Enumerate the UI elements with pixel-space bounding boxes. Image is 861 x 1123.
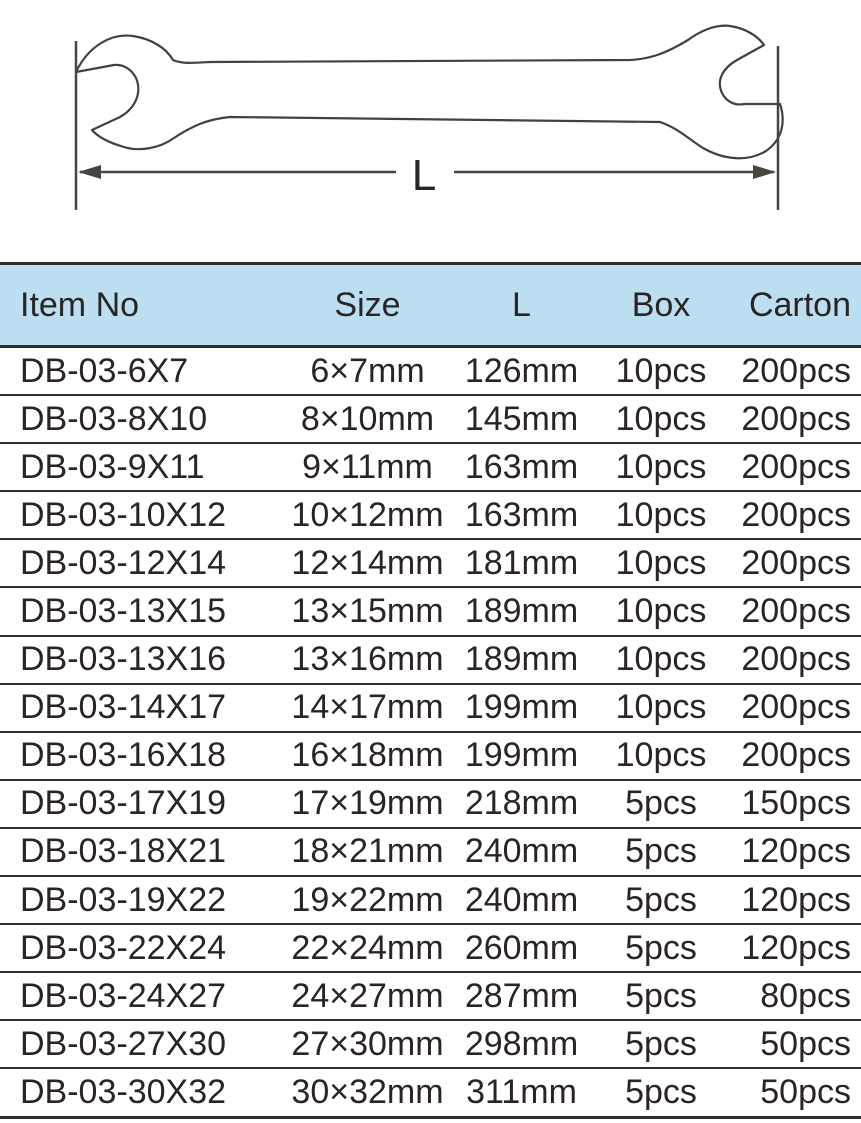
table-row (0, 586, 861, 634)
table-row (0, 442, 861, 490)
cell-carton: 200pcs (741, 736, 851, 775)
cell-size: 13×15mm (291, 592, 444, 631)
cell-size: 12×14mm (291, 543, 444, 582)
column-header-box: Box (631, 285, 691, 324)
cell-item-no: DB-03-14X17 (20, 688, 227, 727)
table-row (0, 348, 861, 394)
spec-table-body (0, 348, 861, 1116)
column-header-l: L (512, 285, 531, 324)
cell-carton: 200pcs (741, 351, 851, 390)
cell-size: 19×22mm (291, 880, 444, 919)
cell-item-no: DB-03-9X11 (20, 447, 205, 486)
cell-carton: 50pcs (760, 1072, 851, 1111)
cell-box: 10pcs (615, 399, 707, 438)
cell-carton: 120pcs (741, 928, 851, 967)
cell-item-no: DB-03-18X21 (20, 832, 227, 871)
cell-l: 145mm (464, 399, 579, 438)
table-row (0, 635, 861, 683)
cell-carton: 50pcs (760, 1024, 851, 1063)
cell-box: 5pcs (625, 832, 697, 871)
table-row (0, 827, 861, 875)
cell-box: 10pcs (615, 351, 707, 390)
cell-box: 5pcs (625, 784, 697, 823)
cell-carton: 150pcs (741, 784, 851, 823)
cell-carton: 200pcs (741, 640, 851, 679)
wrench-outline-path (76, 26, 783, 159)
cell-carton: 120pcs (741, 832, 851, 871)
table-row (0, 1019, 861, 1067)
cell-l: 189mm (464, 640, 579, 679)
dimension-label: L (411, 151, 437, 200)
cell-item-no: DB-03-13X16 (20, 640, 227, 679)
cell-l: 189mm (464, 592, 579, 631)
cell-l: 199mm (464, 688, 579, 727)
cell-size: 22×24mm (291, 928, 444, 967)
cell-l: 163mm (464, 447, 579, 486)
cell-carton: 200pcs (741, 495, 851, 534)
cell-l: 163mm (464, 495, 579, 534)
cell-box: 10pcs (615, 688, 707, 727)
column-header-size: Size (334, 285, 401, 324)
cell-l: 298mm (464, 1024, 579, 1063)
dimension-arrow-left-icon (78, 165, 101, 179)
table-row (0, 490, 861, 538)
cell-size: 8×10mm (300, 399, 435, 438)
cell-item-no: DB-03-6X7 (20, 351, 189, 390)
table-row (0, 394, 861, 442)
dimension-arrow-right-icon (753, 165, 776, 179)
cell-carton: 120pcs (741, 880, 851, 919)
cell-box: 5pcs (625, 1072, 697, 1111)
spec-table (0, 262, 861, 1119)
cell-size: 30×32mm (291, 1072, 444, 1111)
cell-l: 218mm (464, 784, 579, 823)
cell-item-no: DB-03-22X24 (20, 928, 227, 967)
cell-item-no: DB-03-19X22 (20, 880, 227, 919)
cell-l: 240mm (464, 880, 579, 919)
cell-item-no: DB-03-16X18 (20, 736, 227, 775)
cell-box: 10pcs (615, 736, 707, 775)
cell-size: 17×19mm (291, 784, 444, 823)
cell-box: 10pcs (615, 543, 707, 582)
cell-box: 10pcs (615, 495, 707, 534)
cell-l: 260mm (464, 928, 579, 967)
table-row (0, 1067, 861, 1115)
wrench-technical-drawing (0, 0, 861, 244)
cell-box: 5pcs (625, 880, 697, 919)
wrench-diagram (0, 0, 861, 244)
cell-size: 9×11mm (302, 447, 433, 486)
table-row (0, 538, 861, 586)
cell-l: 311mm (466, 1072, 577, 1111)
cell-carton: 200pcs (741, 543, 851, 582)
cell-item-no: DB-03-10X12 (20, 495, 227, 534)
cell-carton: 80pcs (760, 976, 851, 1015)
cell-box: 10pcs (615, 447, 707, 486)
cell-l: 287mm (464, 976, 579, 1015)
table-row (0, 683, 861, 731)
cell-carton: 200pcs (741, 399, 851, 438)
cell-carton: 200pcs (741, 447, 851, 486)
cell-item-no: DB-03-12X14 (20, 543, 227, 582)
cell-box: 10pcs (615, 640, 707, 679)
table-row (0, 875, 861, 923)
cell-item-no: DB-03-8X10 (20, 399, 208, 438)
cell-size: 6×7mm (310, 351, 425, 390)
cell-item-no: DB-03-30X32 (20, 1072, 227, 1111)
column-header-carton: Carton (748, 285, 851, 324)
cell-box: 5pcs (625, 1024, 697, 1063)
cell-size: 24×27mm (291, 976, 444, 1015)
cell-item-no: DB-03-27X30 (20, 1024, 227, 1063)
cell-item-no: DB-03-13X15 (20, 592, 227, 631)
cell-size: 16×18mm (291, 736, 444, 775)
cell-carton: 200pcs (741, 592, 851, 631)
table-header-row (0, 265, 861, 348)
cell-l: 126mm (464, 351, 579, 390)
cell-l: 181mm (464, 543, 579, 582)
cell-box: 5pcs (625, 928, 697, 967)
cell-item-no: DB-03-17X19 (20, 784, 227, 823)
cell-l: 240mm (464, 832, 579, 871)
table-row (0, 779, 861, 827)
table-row (0, 971, 861, 1019)
cell-size: 10×12mm (291, 495, 444, 534)
cell-size: 27×30mm (291, 1024, 444, 1063)
cell-box: 10pcs (615, 592, 707, 631)
cell-size: 14×17mm (291, 688, 444, 727)
cell-size: 18×21mm (291, 832, 444, 871)
cell-box: 5pcs (625, 976, 697, 1015)
table-row (0, 923, 861, 971)
cell-item-no: DB-03-24X27 (20, 976, 227, 1015)
cell-size: 13×16mm (291, 640, 444, 679)
cell-l: 199mm (464, 736, 579, 775)
cell-carton: 200pcs (741, 688, 851, 727)
table-row (0, 731, 861, 779)
column-header-item-no: Item No (20, 285, 140, 324)
